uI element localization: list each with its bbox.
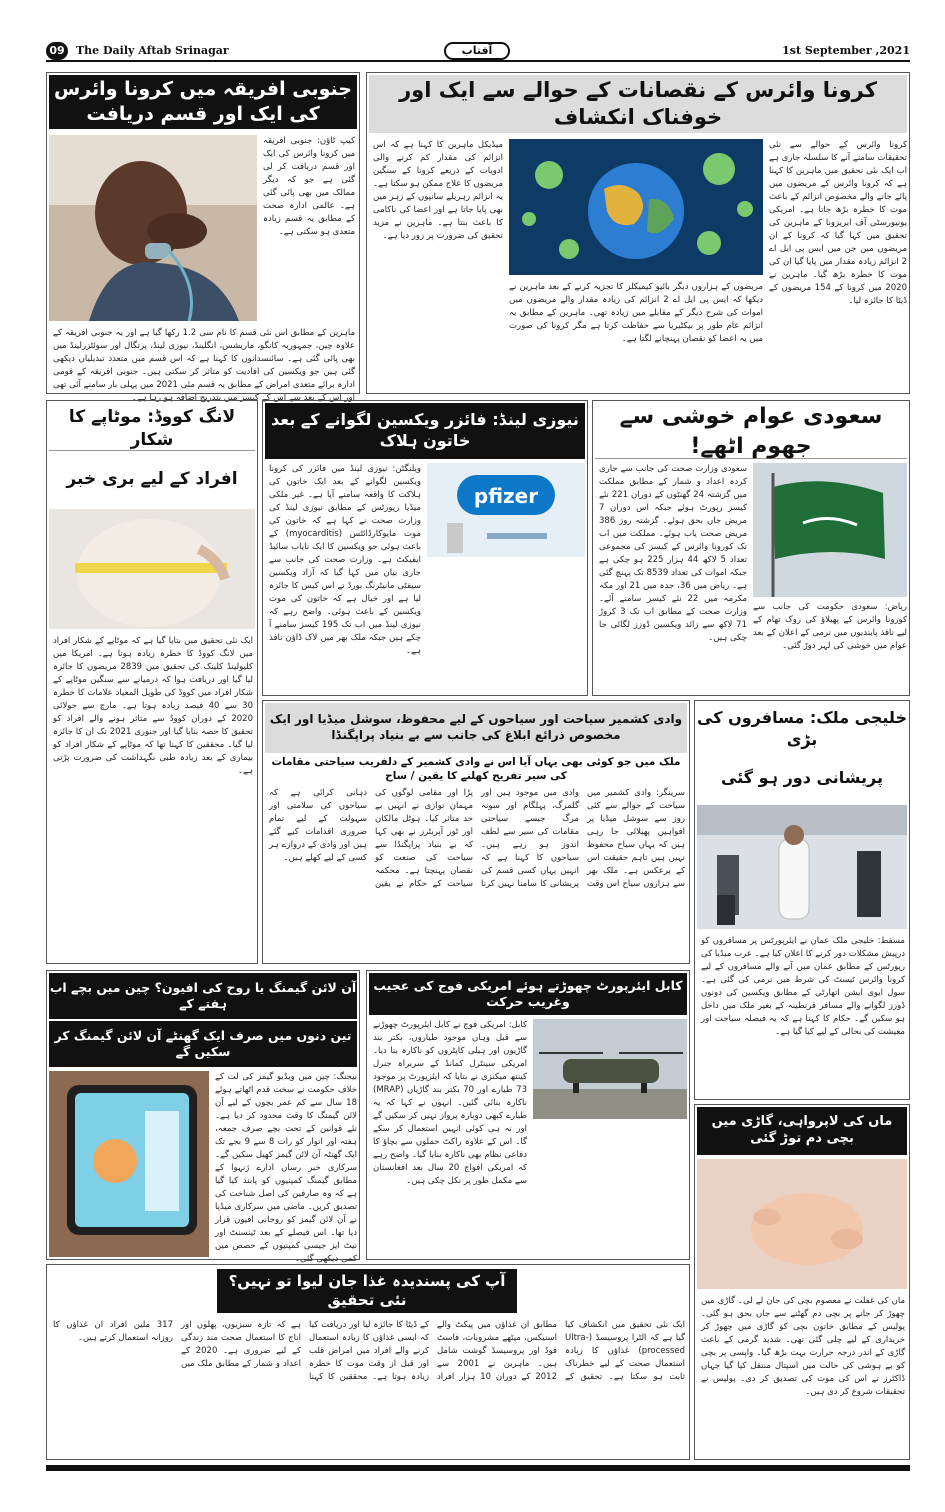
page-header bbox=[46, 42, 910, 62]
headline-favourite-food: آپ کی پسندیدہ غذا جان لیوا تو نہیں؟ نئی تحقیق bbox=[217, 1269, 517, 1313]
masthead-logo: آفتاب bbox=[444, 42, 510, 60]
photo-pfizer-vaccine bbox=[427, 463, 585, 557]
corona-losses-body-right: کرونا وائرس کے حوالے سے نئی تحقیقات سامنے آنے کا سلسلہ جاری ہے اب ایک نئی تحقیق میں ماہرین کا کہنا ہے کہ کرونا وائرس کے مریضوں میں پائے جانے والے مخصوص انزائم کے باعث موت کا خطرہ بڑھ جاتا ہے۔ امریکی یونیورسٹی آف ایریزونا کے ماہرین کی تحقیق میں کہا گیا کہ کرونا کے ان مریضوں میں جن میں ایس پی ایل اے 2 انزائم زیادہ مقدار میں پایا گیا ان کی موت کا خطرہ بڑھ گیا۔ ماہرین نے 2020 میں کرونا کے 154 مریضوں کے ڈیٹا کا جائزہ لیا۔ bbox=[769, 140, 907, 306]
article-corona-losses bbox=[366, 72, 910, 394]
photo-virus-globe bbox=[509, 139, 763, 275]
headline-gaming-2: تین دنوں میں صرف ایک گھنٹے آن لائن گیمنگ کر سکیں گے bbox=[49, 1021, 357, 1067]
headline-corona-losses: کرونا وائرس کے نقصانات کے حوالے سے ایک اور خوفناک انکشاف bbox=[369, 75, 907, 133]
article-online-gaming bbox=[46, 970, 360, 1264]
child-death-body: ماں کی غفلت نے معصوم بچی کی جان لے لی۔ گاڑی میں چھوڑ کر جانے پر بچی دم گھٹنے سے جاں بحق ہو گئی۔ پولیس کے مطابق خاتون بچی کو گاڑی میں چھوڑ کر خریداری کے لیے چلی گئی تھی۔ شدید گرمی کے باعث گاڑی کے اندر درجہ حرارت بہت بڑھ گیا۔ واپسی پر بچی کو بے ہوشی کی حالت میں اسپتال منتقل کیا گیا جہاں ڈاکٹرز نے اس کی موت کی تصدیق کر دی۔ پولیس نے تحقیقات شروع کر دی ہیں۔ bbox=[701, 1296, 905, 1397]
headline-saudi: سعودی عوام خوشی سے جھوم اٹھے! bbox=[595, 405, 907, 459]
paper-name: The Daily Aftab Srinagar bbox=[76, 44, 229, 57]
photo-chinook-helicopter bbox=[533, 1019, 687, 1119]
photo-waist-measure bbox=[49, 509, 255, 629]
headline-long-covid-1: لانگ کووڈ: موٹاپے کا شکار bbox=[49, 407, 255, 451]
photo-man-oxygen-mask bbox=[49, 135, 257, 321]
photo-saudi-flag bbox=[753, 463, 907, 597]
headline-south-africa: جنوبی افریقہ میں کرونا وائرس کی ایک اور قسم دریافت bbox=[49, 75, 357, 129]
article-new-zealand bbox=[262, 400, 588, 696]
issue-date: 1st September ,2021 bbox=[782, 44, 910, 57]
headline-kabul-airport: کابل ایئرپورٹ چھوڑتے ہوئے امریکی فوج کی عجیب وغریب حرکت bbox=[369, 973, 687, 1015]
long-covid-body: ایک نئی تحقیق میں بتایا گیا ہے کہ موٹاپے کے شکار افراد میں لانگ کووڈ کا خطرہ زیادہ ہوتا ہے۔ امریکا میں کلیولینڈ کلینک کی تحقیق میں 2839 مریضوں کا جائزہ لیا گیا اور دریافت ہوا کہ درمیانے سے سنگین موٹاپے کے شکار افراد میں کووڈ کی طویل المعیاد علامات کا خطرہ 30 سے 40 فیصد زیادہ ہوتا ہے۔ مارچ سے جولائی 2020 کے دوران کووڈ سے متاثر ہونے والے افراد کو تحقیق کا حصہ بنایا گیا اور جنوری 2021 تک ان کا جائزہ لیا گیا۔ محققین کا کہنا تھا کہ موٹاپے کے شکار افراد کو بیماری کے بعد زیادہ طبی نگہداشت کی ضرورت پڑتی ہے۔ bbox=[53, 636, 253, 776]
article-child-death bbox=[694, 1104, 910, 1460]
article-long-covid bbox=[46, 400, 258, 964]
page-number: 09 bbox=[46, 42, 68, 60]
article-kabul-airport bbox=[366, 970, 690, 1260]
gaming-body: بیجنگ: چین میں ویڈیو گیمز کی لت کے خلاف حکومت نے سخت قدم اٹھاتے ہوئے 18 سال سے کم عمر بچوں کے لیے آن لائن گیمنگ کا وقت محدود کر دیا ہے۔ نئے قوانین کے تحت بچے صرف جمعہ، ہفتہ اور اتوار کو رات 8 سے 9 بجے تک ایک گھنٹہ آن لائن گیمز کھیل سکیں گے۔ سرکاری خبر رساں ادارے ژنہوا کے مطابق گیمنگ کمپنیوں کو پابند کیا گیا ہے کہ وہ صارفین کی اصل شناخت کی تصدیق کریں۔ ماضی میں سرکاری میڈیا نے آن لائن گیمز کو روحانی افیون قرار دیا تھا۔ اس فیصلے کے بعد ٹینسنٹ اور نیٹ ایز جیسی کمپنیوں کے حصص میں کمی دیکھی گئی۔ bbox=[215, 1072, 357, 1264]
headline-kashmir-tourism: وادی کشمیر سیاحت اور سیاحوں کے لیے محفوظ، سوشل میڈیا اور ایک مخصوص ذرائع ابلاغ کی جانب سے بے بنیاد پراپگنڈا bbox=[265, 703, 687, 753]
pfizer-logo-text: pfizer bbox=[473, 484, 539, 508]
article-kashmir-tourism bbox=[262, 700, 690, 964]
headline-gulf-2: پریشانی دور ہو گئی bbox=[697, 757, 907, 799]
article-south-africa bbox=[46, 72, 360, 403]
photo-airport-travellers bbox=[697, 805, 907, 929]
headline-child-death: ماں کی لاپرواہی، گاڑی میں بچی دم توڑ گئی bbox=[697, 1107, 907, 1155]
article-gulf-travellers bbox=[694, 700, 910, 1100]
kabul-airport-body: کابل: امریکی فوج نے کابل ایئرپورٹ چھوڑنے سے قبل وہاں موجود طیاروں، بکتر بند گاڑیوں اور ہیلی کاپٹروں کو ناکارہ بنا دیا۔ امریکی سینٹرل کمانڈ کے سربراہ جنرل کینتھ میکنزی نے بتایا کہ ایئرپورٹ پر موجود 73 طیارے اور 70 بکتر بند گاڑیاں (MRAP) ناکارہ بنائی گئیں۔ انہوں نے کہا کہ یہ طیارے کبھی دوبارہ پرواز نہیں کر سکیں گے اور نہ ہی کوئی انہیں استعمال کر سکے گا۔ اس کے علاوہ راکٹ حملوں سے بچاؤ کا دفاعی نظام بھی ناکارہ بنایا گیا۔ واضح رہے کہ امریکی افواج 20 سال بعد افغانستان سے مکمل طور پر نکل چکی ہیں۔ bbox=[373, 1020, 527, 1186]
south-africa-body: ماہرین کے مطابق اس نئی قسم کا نام سی 1.2 رکھا گیا ہے اور یہ جنوبی افریقہ کے علاوہ چین، جمہوریہ کانگو، ماریشس، انگلینڈ، نیوزی لینڈ، پرتگال اور سوئٹزرلینڈ میں بھی پائی گئی ہے۔ سائنسدانوں کا کہنا ہے کہ اس قسم میں متعدد تبدیلیاں دیکھی گئی ہیں جو ویکسین کی افادیت کو متاثر کر سکتی ہیں۔ جنوبی افریقہ کے قومی ادارہ برائے متعدی امراض کے مطابق یہ قسم مئی 2021 میں پہلی بار سامنے آئی تھی اور اس کے بعد سے اس کے کیسز میں بتدریج اضافہ ہو رہا ہے۔ bbox=[53, 328, 355, 403]
kashmir-tourism-body: سرینگر: وادی کشمیر میں سیاحت کے حوالے سے کئی روز سے سوشل میڈیا پر افواہیں پھیلائی جا رہی ہیں کہ یہاں سیاح محفوظ نہیں ہیں تاہم حقیقت اس کے برعکس ہے۔ ملک بھر سے ہزاروں سیاح اس وقت وادی میں موجود ہیں اور گلمرگ، پہلگام اور سونہ مرگ جیسے سیاحتی مقامات کی سیر سے لطف اندوز ہو رہے ہیں۔ سیاحوں کا کہنا ہے کہ انہیں یہاں کسی قسم کی پریشانی کا سامنا نہیں کرنا پڑا اور مقامی لوگوں کی مہمان نوازی نے انہیں بے حد متاثر کیا۔ ہوٹل مالکان اور ٹور آپریٹرز نے بھی کہا کہ بے بنیاد پراپگنڈا سے سیاحت کی صنعت کو نقصان پہنچتا ہے۔ محکمہ سیاحت کے حکام نے یقین دہانی کرائی ہے کہ سیاحوں کی سلامتی اور سہولت کے لیے تمام ضروری اقدامات کیے گئے ہیں اور وادی کے دروازے ہر کسی کے لیے کھلے ہیں۔ bbox=[269, 788, 685, 889]
gulf-body: مسقط: خلیجی ملک عمان نے ایئرپورٹس پر مسافروں کو درپیش مشکلات دور کرنے کا اعلان کیا ہے۔ عرب میڈیا کی رپورٹس کے مطابق عمان میں آنے والے مسافروں کے لیے کرونا وائرس ٹیسٹ کی شرط میں نرمی کی گئی ہے۔ سول ایوی ایشن اتھارٹی کے مطابق ویکسین کی دونوں ڈوزز لگوانے والے مسافر قرنطینہ کے بغیر ملک میں داخل ہو سکیں گے۔ حکام کا کہنا ہے کہ یہ فیصلہ سیاحت اور معیشت کی بحالی کے لیے کیا گیا ہے۔ bbox=[701, 936, 905, 1037]
article-saudi bbox=[592, 400, 910, 696]
headline-new-zealand: نیوزی لینڈ: فائزر ویکسین لگوانے کے بعد خاتون ہلاک bbox=[265, 403, 585, 459]
headline-gaming-1: آن لائن گیمنگ یا روح کی افیون؟ چین میں بچے اب ہفتے کے bbox=[49, 973, 357, 1019]
corona-losses-body-mid: مریضوں کے ہزاروں دیگر بائیو کیمیکلز کا تجزیہ کرنے کے بعد ماہرین نے دیکھا کہ ایس پی ایل اے 2 انزائم کی زیادہ مقدار والے مریضوں میں اموات کی شرح دیگر کے مقابلے میں زیادہ تھی۔ ماہرین کے مطابق یہ انزائم عام طور پر بیکٹیریا سے حفاظت کرتا ہے مگر کرونا کی صورت میں یہ اعضا کو نقصان پہنچانے لگتا ہے۔ bbox=[509, 282, 763, 344]
subheadline-kashmir-tourism: ملک میں جو کوئی بھی یہاں آیا اس نے وادی کشمیر کے دلفریب سیاحتی مقامات کی سیر تفریح کھلنے کا یقین / ساح bbox=[265, 755, 687, 783]
saudi-lead: ریاض: سعودی حکومت کی جانب سے کورونا وائرس کے پھیلاؤ کی روک تھام کے لیے نافذ پابندیوں میں نرمی کے اعلان کے بعد عوام میں خوشی کی لہر دوڑ گئی۔ bbox=[753, 602, 907, 651]
favourite-food-body: ایک نئی تحقیق میں انکشاف کیا گیا ہے کہ الٹرا پروسیسڈ (Ultra-processed) غذاؤں کا زیادہ استعمال صحت کے لیے خطرناک ثابت ہو سکتا ہے۔ تحقیق کے مطابق ان غذاؤں میں پیکٹ والے اسنیکس، میٹھے مشروبات، فاسٹ فوڈ اور پروسیسڈ گوشت شامل ہیں۔ ماہرین نے 2001 سے 2012 کے دوران 10 ہزار افراد کے ڈیٹا کا جائزہ لیا اور دریافت کیا کہ ایسی غذاؤں کا زیادہ استعمال کرنے والے افراد میں امراض قلب اور قبل از وقت موت کا خطرہ زیادہ ہوتا ہے۔ محققین کا کہنا ہے کہ تازہ سبزیوں، پھلوں اور اناج کا استعمال صحت مند زندگی کے لیے ضروری ہے۔ 2020 کے اعداد و شمار کے مطابق ملک میں 317 ملین افراد ان غذاؤں کا روزانہ استعمال کرتے ہیں۔ bbox=[53, 1320, 685, 1382]
photo-baby-hand bbox=[697, 1159, 907, 1289]
new-zealand-body: ویلنگٹن: نیوزی لینڈ میں فائزر کی کرونا ویکسین لگوانے کے بعد ایک خاتون کی ہلاکت کا واقعہ سامنے آیا ہے۔ غیر ملکی میڈیا رپورٹس کے مطابق نیوزی لینڈ کی وزارت صحت نے کہا ہے کہ خاتون کی موت مایوکارڈائٹس (myocarditis) کے باعث ہوئی جو ویکسین کا ایک نایاب سائیڈ ایفیکٹ ہے۔ وزارت صحت کی جانب سے جاری بیان میں کہا گیا کہ آزاد ویکسین سیفٹی مانیٹرنگ بورڈ نے اس کیس کا جائزہ لیا ہے اور خیال ہے کہ خاتون کی موت ویکسین کے باعث ہوئی۔ واضح رہے کہ نیوزی لینڈ میں اب تک 195 کیسز سامنے آ چکے ہیں جبکہ ملک بھر میں لاک ڈاؤن نافذ ہے۔ bbox=[269, 464, 421, 656]
south-africa-lead: کیپ ٹاؤن: جنوبی افریقہ میں کرونا وائرس کی ایک اور قسم دریافت کر لی گئی ہے جو کہ دیگر ممالک میں بھی پائی گئی ہے۔ عالمی ادارہ صحت کے مطابق یہ قسم زیادہ متعدی ہو سکتی ہے۔ bbox=[263, 136, 355, 237]
headline-gulf-1: خلیجی ملک: مسافروں کی بڑی bbox=[697, 705, 907, 753]
saudi-body: سعودی وزارت صحت کی جانب سے جاری کردہ اعداد و شمار کے مطابق مملکت میں گزشتہ 24 گھنٹوں کے دوران 221 نئے کیسز رپورٹ ہوئے جبکہ اس دوران 7 مریض جاں بحق ہوئے۔ گزشتہ روز 386 مریض صحت یاب ہوئے۔ مملکت میں اب تک کورونا وائرس کے کیسز کی مجموعی تعداد 5 لاکھ 44 ہزار 225 ہو چکی ہے جبکہ اموات کی تعداد 8539 تک پہنچ گئی ہے۔ ریاض میں 36، جدہ میں 21 اور مکہ مکرمہ میں 22 نئے کیسز سامنے آئے۔ وزارت صحت کے مطابق اب تک 3 کروڑ 71 لاکھ سے زائد ویکسین ڈوزز لگائی جا چکی ہیں۔ bbox=[599, 464, 748, 643]
photo-child-gaming-phone bbox=[49, 1071, 209, 1257]
headline-long-covid-2: افراد کے لیے بری خبر bbox=[49, 455, 255, 503]
corona-losses-body-left: میڈیکل ماہرین کا کہنا ہے کہ اس انزائم کی مقدار کم کرنے والی ادویات کے ذریعے کرونا کے سنگین مریضوں کا علاج ممکن ہو سکتا ہے۔ یہ انزائم زہریلے سانپوں کے زہر میں بھی پایا جاتا ہے اور اعضا کی ناکامی کا باعث بنتا ہے۔ ماہرین نے مزید تحقیق کی ضرورت پر زور دیا ہے۔ bbox=[372, 140, 503, 241]
article-favourite-food bbox=[46, 1264, 690, 1460]
footer-rule bbox=[46, 1465, 910, 1471]
